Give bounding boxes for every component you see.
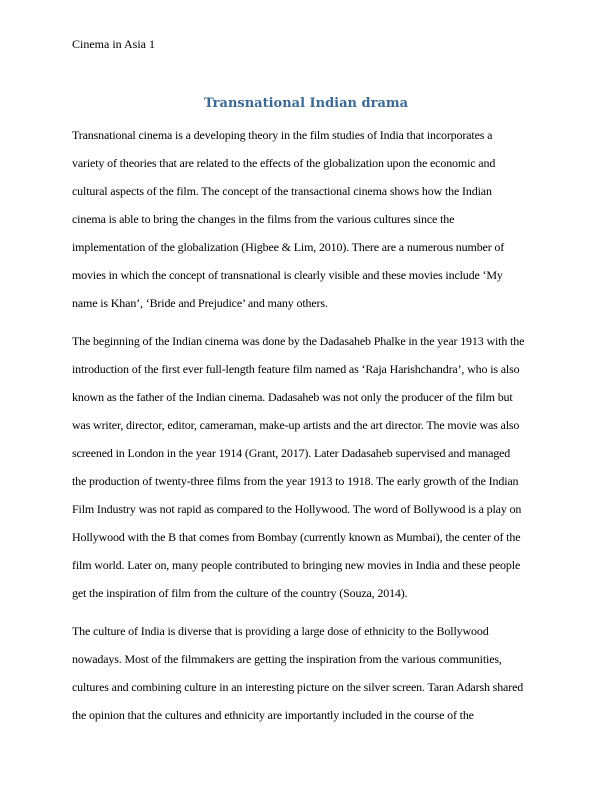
paragraph-line: implementation of the globalization (Higbee & Lim, 2010). There are a numerous number of [72, 240, 505, 254]
paragraph-line: nowadays. Most of the filmmakers are getting the inspiration from the various communities, [72, 652, 502, 666]
paragraph-line: cultural aspects of the film. The concept of the transactional cinema shows how the Indian [72, 184, 492, 198]
document-body [72, 121, 540, 739]
paragraph-line: was writer, director, editor, cameraman, make-up artists and the art director. The movie was also [72, 418, 520, 432]
paragraph-line: film world. Later on, many people contributed to bringing new movies in India and these people [72, 558, 521, 572]
paragraph-1 [72, 121, 540, 317]
document-title: Transnational Indian drama [203, 96, 409, 111]
paragraph-line: Film Industry was not rapid as compared to the Hollywood. The word of Bollywood is a play on [72, 502, 522, 516]
paragraph-2 [72, 327, 540, 607]
paragraph-line: the opinion that the cultures and ethnicity are importantly included in the course of the [72, 708, 474, 722]
paragraph-line: The beginning of the Indian cinema was done by the Dadasaheb Phalke in the year 1913 with the [72, 334, 525, 348]
paragraph-line: cultures and combining culture in an interesting picture on the silver screen. Taran Adarsh shared [72, 680, 524, 694]
paragraph-line: get the inspiration of film from the culture of the country (Souza, 2014). [72, 586, 408, 600]
paragraph-line: The culture of India is diverse that is providing a large dose of ethnicity to the Bollywood [72, 624, 489, 638]
paragraph-line: known as the father of the Indian cinema. Dadasaheb was not only the producer of the film but [72, 390, 513, 404]
paragraph-line: variety of theories that are related to the effects of the globalization upon the economic and [72, 156, 496, 170]
paragraph-line: Hollywood with the B that comes from Bombay (currently known as Mumbai), the center of the [72, 530, 521, 544]
paragraph-line: screened in London in the year 1914 (Grant, 2017). Later Dadasaheb supervised and managed [72, 446, 511, 460]
paragraph-line: name is Khan’, ‘Bride and Prejudice’ and many others. [72, 296, 328, 310]
paragraph-line: movies in which the concept of transnational is clearly visible and these movies include ‘My [72, 268, 503, 282]
paragraph-line: cinema is able to bring the changes in the films from the various cultures since the [72, 212, 455, 226]
paragraph-line: the production of twenty-three films from the year 1913 to 1918. The early growth of the Indian [72, 474, 519, 488]
running-head: Cinema in Asia 1 [72, 37, 155, 51]
paragraph-3 [72, 617, 540, 729]
paragraph-line: introduction of the first ever full-length feature film named as ‘Raja Harishchandra’, who is also [72, 362, 520, 376]
paragraph-line: Transnational cinema is a developing theory in the film studies of India that incorporates a [72, 128, 493, 142]
